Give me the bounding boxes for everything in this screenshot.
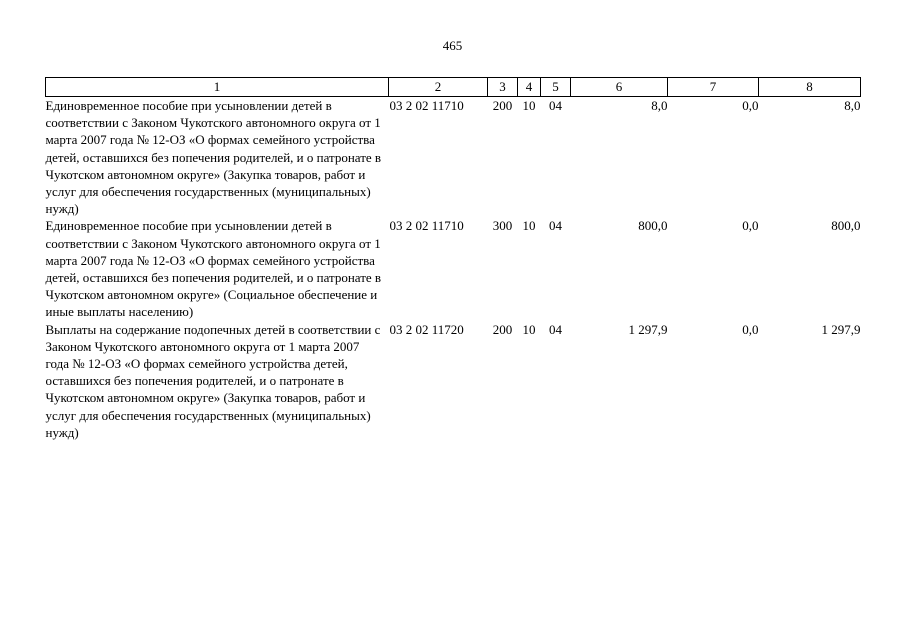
- row-col3: 300: [492, 218, 513, 234]
- page-number: 465: [442, 38, 463, 53]
- row-code: 03 2 02 11710: [389, 218, 464, 234]
- row-code: 03 2 02 11720: [389, 321, 464, 337]
- table-row: [46, 217, 861, 320]
- column-header-5: 5: [541, 78, 571, 97]
- budget-table: [45, 77, 861, 441]
- column-header-8: 8: [759, 78, 861, 97]
- column-header-3: 3: [488, 78, 518, 97]
- column-header-2: 2: [389, 78, 488, 97]
- row-col3: 200: [492, 321, 513, 337]
- row-col3: 200: [492, 98, 513, 113]
- row-col7: 0,0: [742, 218, 759, 234]
- row-description: Единовременное пособие при усыновлении детей в соответствии с Законом Чукотского автономного округа от 1 марта 2007 года № 12-ОЗ «О формах семейного устройства детей, оставшихся без попечения родителей, и о патронате в Чукотском автономном округе» (Закупка товаров, работ и услуг для обеспечения государственных (муниципальных) нужд): [45, 98, 382, 217]
- row-col4: 10: [522, 218, 536, 234]
- row-col6: 1 297,9: [628, 321, 668, 337]
- table-row: [46, 321, 861, 441]
- table-header-row: [46, 78, 861, 97]
- row-col8: 8,0: [844, 98, 861, 113]
- column-header-6: 6: [571, 78, 668, 97]
- column-header-1: 1: [46, 78, 389, 97]
- row-col7: 0,0: [742, 98, 759, 113]
- column-header-7: 7: [668, 78, 759, 97]
- row-col7: 0,0: [742, 321, 759, 337]
- row-col6: 800,0: [638, 218, 668, 234]
- row-col8: 800,0: [831, 218, 861, 234]
- row-code: 03 2 02 11710: [389, 98, 464, 113]
- table-row: [46, 97, 861, 218]
- row-col5: 04: [549, 321, 562, 337]
- row-description: Выплаты на содержание подопечных детей в соответствии с Законом Чукотского автономного округа от 1 марта 2007 года № 12-ОЗ «О формах семейного устройства детей, оставшихся без попечения родителей, и о патронате в Чукотском автономном округе» (Закупка товаров, работ и услуг для обеспечения государственных (муниципальных) нужд): [45, 321, 381, 440]
- row-description: Единовременное пособие при усыновлении детей в соответствии с Законом Чукотского автономного округа от 1 марта 2007 года № 12-ОЗ «О формах семейного устройства детей, оставшихся без попечения родителей, и о патронате в Чукотском автономном округе» (Социальное обеспечение и иные выплаты населению): [45, 218, 382, 320]
- row-col4: 10: [522, 321, 536, 337]
- row-col4: 10: [522, 98, 536, 113]
- column-header-4: 4: [518, 78, 541, 97]
- row-col5: 04: [549, 98, 562, 113]
- row-col6: 8,0: [651, 98, 668, 113]
- row-col8: 1 297,9: [821, 321, 861, 337]
- row-col5: 04: [549, 218, 562, 234]
